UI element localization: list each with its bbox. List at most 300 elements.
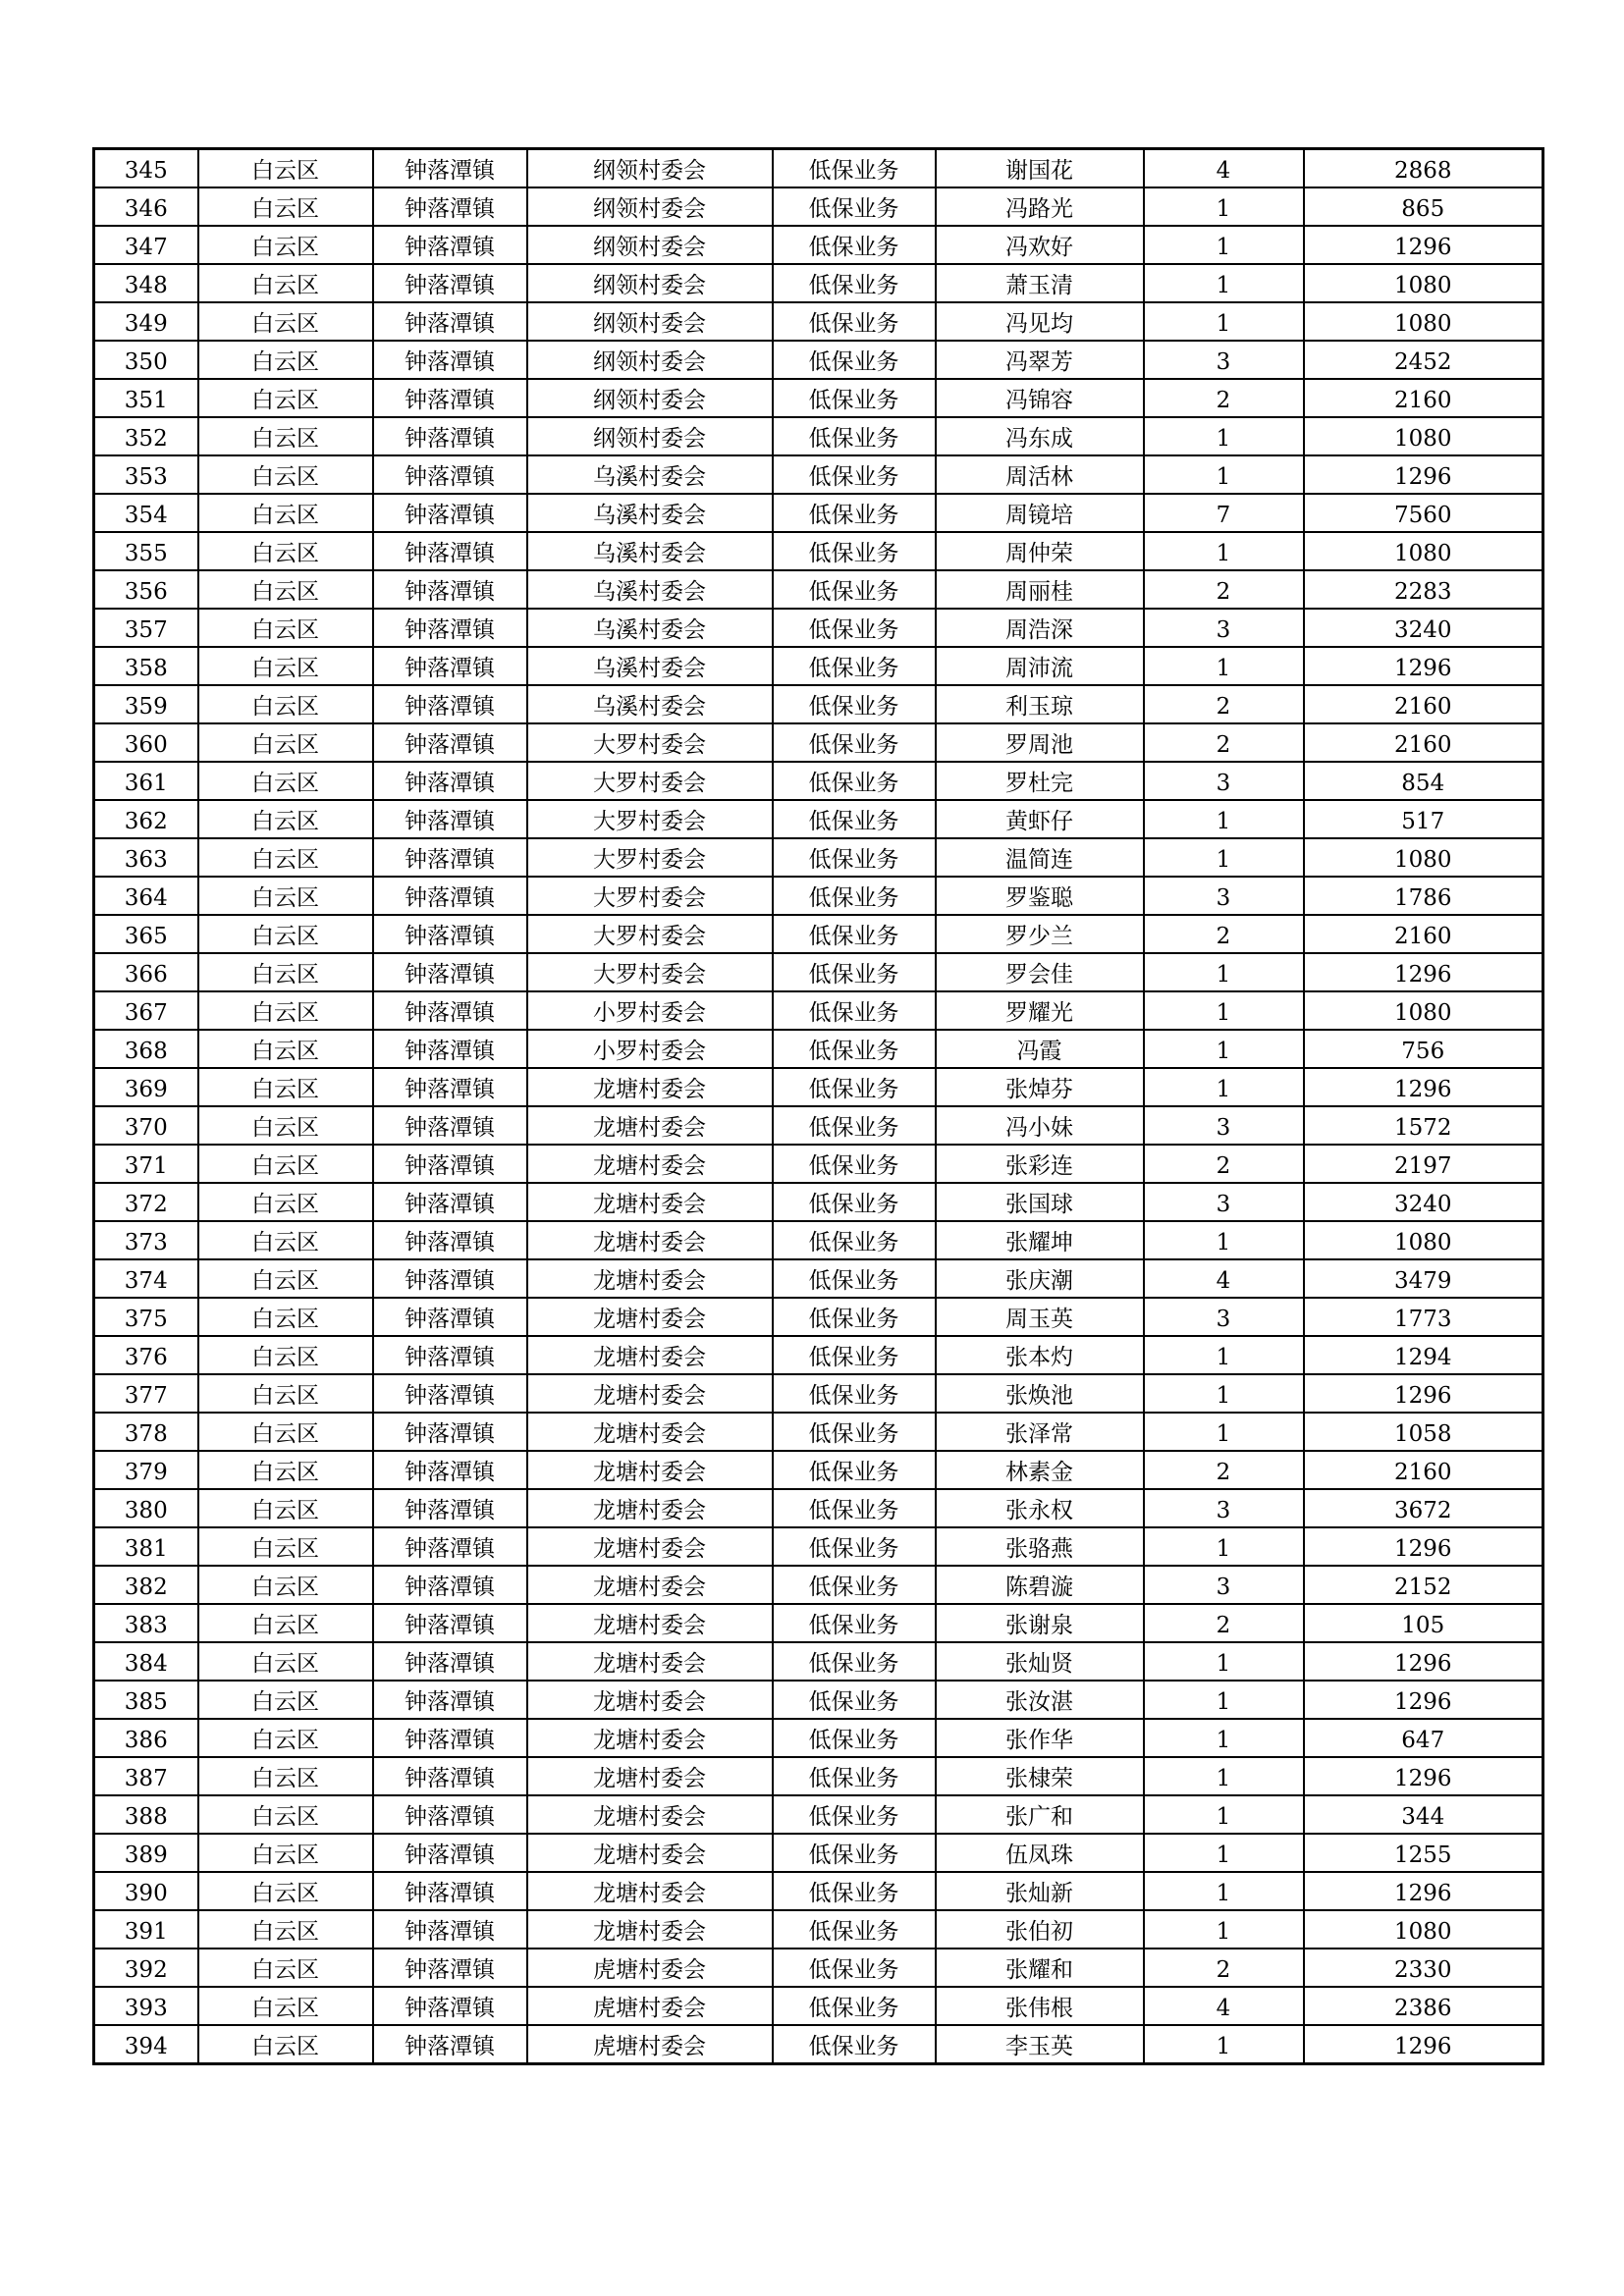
village-committee-cell: 龙塘村委会	[527, 1681, 773, 1719]
village-committee-cell: 龙塘村委会	[527, 1872, 773, 1910]
district-cell: 白云区	[198, 1413, 373, 1451]
village-committee-cell: 大罗村委会	[527, 762, 773, 800]
business-type-cell: 低保业务	[773, 1949, 936, 1987]
table-row	[94, 1566, 1543, 1604]
household-size-cell: 2	[1144, 570, 1304, 609]
amount-cell: 517	[1304, 800, 1543, 838]
amount-cell: 865	[1304, 187, 1543, 226]
district-cell: 白云区	[198, 609, 373, 647]
name-cell: 罗会佳	[936, 953, 1144, 991]
amount-cell: 1296	[1304, 455, 1543, 494]
name-cell: 周丽桂	[936, 570, 1144, 609]
household-size-cell: 1	[1144, 1221, 1304, 1259]
table-row	[94, 532, 1543, 570]
name-cell: 周活林	[936, 455, 1144, 494]
household-size-cell: 2	[1144, 1145, 1304, 1183]
amount-cell: 2386	[1304, 1987, 1543, 2025]
table-row	[94, 1374, 1543, 1413]
town-cell: 钟落潭镇	[373, 1604, 527, 1642]
district-cell: 白云区	[198, 1910, 373, 1949]
row-index-cell: 382	[94, 1566, 198, 1604]
amount-cell: 1080	[1304, 417, 1543, 455]
amount-cell: 1080	[1304, 264, 1543, 302]
name-cell: 林素金	[936, 1451, 1144, 1489]
row-index-cell: 357	[94, 609, 198, 647]
name-cell: 黄虾仔	[936, 800, 1144, 838]
table-row	[94, 915, 1543, 953]
row-index-cell: 373	[94, 1221, 198, 1259]
name-cell: 周玉英	[936, 1298, 1144, 1336]
name-cell: 张泽常	[936, 1413, 1144, 1451]
amount-cell: 1294	[1304, 1336, 1543, 1374]
district-cell: 白云区	[198, 532, 373, 570]
name-cell: 张耀和	[936, 1949, 1144, 1987]
table-row	[94, 494, 1543, 532]
household-size-cell: 4	[1144, 1987, 1304, 2025]
household-size-cell: 3	[1144, 877, 1304, 915]
row-index-cell: 380	[94, 1489, 198, 1527]
village-committee-cell: 龙塘村委会	[527, 1642, 773, 1681]
table-row	[94, 1489, 1543, 1527]
table-row	[94, 1834, 1543, 1872]
row-index-cell: 384	[94, 1642, 198, 1681]
name-cell: 罗少兰	[936, 915, 1144, 953]
district-cell: 白云区	[198, 915, 373, 953]
district-cell: 白云区	[198, 991, 373, 1030]
name-cell: 张灿新	[936, 1872, 1144, 1910]
town-cell: 钟落潭镇	[373, 379, 527, 417]
row-index-cell: 345	[94, 149, 198, 188]
row-index-cell: 364	[94, 877, 198, 915]
name-cell: 冯欢好	[936, 226, 1144, 264]
amount-cell: 1058	[1304, 1413, 1543, 1451]
district-cell: 白云区	[198, 2025, 373, 2064]
row-index-cell: 350	[94, 341, 198, 379]
amount-cell: 2452	[1304, 341, 1543, 379]
table-row	[94, 1413, 1543, 1451]
household-size-cell: 3	[1144, 1489, 1304, 1527]
table-row	[94, 1719, 1543, 1757]
data-table	[92, 147, 1544, 2065]
row-index-cell: 361	[94, 762, 198, 800]
household-size-cell: 3	[1144, 609, 1304, 647]
table-row	[94, 1872, 1543, 1910]
table-row	[94, 1451, 1543, 1489]
household-size-cell: 1	[1144, 991, 1304, 1030]
amount-cell: 105	[1304, 1604, 1543, 1642]
business-type-cell: 低保业务	[773, 570, 936, 609]
row-index-cell: 359	[94, 685, 198, 723]
district-cell: 白云区	[198, 302, 373, 341]
village-committee-cell: 龙塘村委会	[527, 1910, 773, 1949]
row-index-cell: 388	[94, 1795, 198, 1834]
town-cell: 钟落潭镇	[373, 1642, 527, 1681]
row-index-cell: 391	[94, 1910, 198, 1949]
name-cell: 张汝湛	[936, 1681, 1144, 1719]
amount-cell: 2152	[1304, 1566, 1543, 1604]
household-size-cell: 2	[1144, 1604, 1304, 1642]
row-index-cell: 348	[94, 264, 198, 302]
business-type-cell: 低保业务	[773, 1795, 936, 1834]
table-row	[94, 1298, 1543, 1336]
amount-cell: 1080	[1304, 302, 1543, 341]
town-cell: 钟落潭镇	[373, 1949, 527, 1987]
row-index-cell: 362	[94, 800, 198, 838]
village-committee-cell: 大罗村委会	[527, 723, 773, 762]
table-row	[94, 1795, 1543, 1834]
household-size-cell: 1	[1144, 647, 1304, 685]
town-cell: 钟落潭镇	[373, 1374, 527, 1413]
district-cell: 白云区	[198, 1566, 373, 1604]
household-size-cell: 1	[1144, 302, 1304, 341]
row-index-cell: 386	[94, 1719, 198, 1757]
village-committee-cell: 纲领村委会	[527, 149, 773, 188]
row-index-cell: 393	[94, 1987, 198, 2025]
town-cell: 钟落潭镇	[373, 762, 527, 800]
business-type-cell: 低保业务	[773, 1298, 936, 1336]
name-cell: 陈碧漩	[936, 1566, 1144, 1604]
village-committee-cell: 纲领村委会	[527, 341, 773, 379]
village-committee-cell: 龙塘村委会	[527, 1106, 773, 1145]
household-size-cell: 1	[1144, 264, 1304, 302]
name-cell: 冯路光	[936, 187, 1144, 226]
name-cell: 张庆潮	[936, 1259, 1144, 1298]
household-size-cell: 1	[1144, 1030, 1304, 1068]
district-cell: 白云区	[198, 264, 373, 302]
household-size-cell: 1	[1144, 1336, 1304, 1374]
district-cell: 白云区	[198, 1489, 373, 1527]
household-size-cell: 4	[1144, 1259, 1304, 1298]
town-cell: 钟落潭镇	[373, 1298, 527, 1336]
business-type-cell: 低保业务	[773, 1259, 936, 1298]
table-row	[94, 877, 1543, 915]
business-type-cell: 低保业务	[773, 494, 936, 532]
amount-cell: 1296	[1304, 1374, 1543, 1413]
district-cell: 白云区	[198, 187, 373, 226]
district-cell: 白云区	[198, 1106, 373, 1145]
town-cell: 钟落潭镇	[373, 953, 527, 991]
town-cell: 钟落潭镇	[373, 264, 527, 302]
business-type-cell: 低保业务	[773, 838, 936, 877]
town-cell: 钟落潭镇	[373, 570, 527, 609]
table-row	[94, 1910, 1543, 1949]
name-cell: 张本灼	[936, 1336, 1144, 1374]
amount-cell: 2197	[1304, 1145, 1543, 1183]
district-cell: 白云区	[198, 570, 373, 609]
table-row	[94, 455, 1543, 494]
business-type-cell: 低保业务	[773, 1987, 936, 2025]
town-cell: 钟落潭镇	[373, 685, 527, 723]
row-index-cell: 347	[94, 226, 198, 264]
household-size-cell: 1	[1144, 1527, 1304, 1566]
household-size-cell: 4	[1144, 149, 1304, 188]
name-cell: 罗周池	[936, 723, 1144, 762]
table-row	[94, 1949, 1543, 1987]
business-type-cell: 低保业务	[773, 187, 936, 226]
town-cell: 钟落潭镇	[373, 1834, 527, 1872]
village-committee-cell: 龙塘村委会	[527, 1298, 773, 1336]
village-committee-cell: 纲领村委会	[527, 379, 773, 417]
village-committee-cell: 龙塘村委会	[527, 1795, 773, 1834]
business-type-cell: 低保业务	[773, 1757, 936, 1795]
household-size-cell: 2	[1144, 915, 1304, 953]
village-committee-cell: 纲领村委会	[527, 264, 773, 302]
business-type-cell: 低保业务	[773, 264, 936, 302]
business-type-cell: 低保业务	[773, 1451, 936, 1489]
household-size-cell: 1	[1144, 1374, 1304, 1413]
table-body	[94, 149, 1543, 2064]
row-index-cell: 378	[94, 1413, 198, 1451]
name-cell: 张永权	[936, 1489, 1144, 1527]
name-cell: 张灿贤	[936, 1642, 1144, 1681]
household-size-cell: 1	[1144, 1757, 1304, 1795]
household-size-cell: 1	[1144, 1872, 1304, 1910]
town-cell: 钟落潭镇	[373, 1872, 527, 1910]
village-committee-cell: 乌溪村委会	[527, 570, 773, 609]
village-committee-cell: 虎塘村委会	[527, 2025, 773, 2064]
name-cell: 罗杜完	[936, 762, 1144, 800]
village-committee-cell: 龙塘村委会	[527, 1451, 773, 1489]
table-row	[94, 1336, 1543, 1374]
district-cell: 白云区	[198, 762, 373, 800]
row-index-cell: 367	[94, 991, 198, 1030]
village-committee-cell: 小罗村委会	[527, 1030, 773, 1068]
business-type-cell: 低保业务	[773, 1527, 936, 1566]
village-committee-cell: 乌溪村委会	[527, 685, 773, 723]
business-type-cell: 低保业务	[773, 1030, 936, 1068]
household-size-cell: 1	[1144, 455, 1304, 494]
district-cell: 白云区	[198, 1259, 373, 1298]
business-type-cell: 低保业务	[773, 1183, 936, 1221]
row-index-cell: 377	[94, 1374, 198, 1413]
amount-cell: 2160	[1304, 379, 1543, 417]
row-index-cell: 349	[94, 302, 198, 341]
town-cell: 钟落潭镇	[373, 2025, 527, 2064]
amount-cell: 647	[1304, 1719, 1543, 1757]
household-size-cell: 1	[1144, 800, 1304, 838]
business-type-cell: 低保业务	[773, 341, 936, 379]
town-cell: 钟落潭镇	[373, 417, 527, 455]
row-index-cell: 370	[94, 1106, 198, 1145]
amount-cell: 3672	[1304, 1489, 1543, 1527]
business-type-cell: 低保业务	[773, 1681, 936, 1719]
district-cell: 白云区	[198, 800, 373, 838]
household-size-cell: 3	[1144, 1298, 1304, 1336]
household-size-cell: 2	[1144, 379, 1304, 417]
district-cell: 白云区	[198, 1949, 373, 1987]
household-size-cell: 3	[1144, 1183, 1304, 1221]
village-committee-cell: 纲领村委会	[527, 187, 773, 226]
table-row	[94, 1681, 1543, 1719]
town-cell: 钟落潭镇	[373, 991, 527, 1030]
business-type-cell: 低保业务	[773, 379, 936, 417]
row-index-cell: 369	[94, 1068, 198, 1106]
district-cell: 白云区	[198, 1681, 373, 1719]
row-index-cell: 392	[94, 1949, 198, 1987]
business-type-cell: 低保业务	[773, 1068, 936, 1106]
business-type-cell: 低保业务	[773, 1489, 936, 1527]
table-row	[94, 302, 1543, 341]
village-committee-cell: 纲领村委会	[527, 226, 773, 264]
amount-cell: 3240	[1304, 1183, 1543, 1221]
district-cell: 白云区	[198, 723, 373, 762]
row-index-cell: 376	[94, 1336, 198, 1374]
household-size-cell: 1	[1144, 1795, 1304, 1834]
table-row	[94, 149, 1543, 188]
table-row	[94, 647, 1543, 685]
row-index-cell: 389	[94, 1834, 198, 1872]
village-committee-cell: 龙塘村委会	[527, 1259, 773, 1298]
household-size-cell: 1	[1144, 417, 1304, 455]
district-cell: 白云区	[198, 685, 373, 723]
name-cell: 冯锦容	[936, 379, 1144, 417]
village-committee-cell: 龙塘村委会	[527, 1719, 773, 1757]
business-type-cell: 低保业务	[773, 1413, 936, 1451]
town-cell: 钟落潭镇	[373, 1566, 527, 1604]
business-type-cell: 低保业务	[773, 1910, 936, 1949]
table-row	[94, 953, 1543, 991]
name-cell: 张耀坤	[936, 1221, 1144, 1259]
table-row	[94, 226, 1543, 264]
name-cell: 冯小妹	[936, 1106, 1144, 1145]
table-row	[94, 1030, 1543, 1068]
name-cell: 温简连	[936, 838, 1144, 877]
business-type-cell: 低保业务	[773, 991, 936, 1030]
amount-cell: 1296	[1304, 1068, 1543, 1106]
household-size-cell: 1	[1144, 1834, 1304, 1872]
amount-cell: 1773	[1304, 1298, 1543, 1336]
amount-cell: 1296	[1304, 226, 1543, 264]
town-cell: 钟落潭镇	[373, 1910, 527, 1949]
row-index-cell: 352	[94, 417, 198, 455]
row-index-cell: 351	[94, 379, 198, 417]
table-row	[94, 762, 1543, 800]
table-row	[94, 417, 1543, 455]
town-cell: 钟落潭镇	[373, 1757, 527, 1795]
village-committee-cell: 龙塘村委会	[527, 1221, 773, 1259]
district-cell: 白云区	[198, 226, 373, 264]
row-index-cell: 366	[94, 953, 198, 991]
business-type-cell: 低保业务	[773, 226, 936, 264]
district-cell: 白云区	[198, 417, 373, 455]
household-size-cell: 1	[1144, 2025, 1304, 2064]
business-type-cell: 低保业务	[773, 1719, 936, 1757]
business-type-cell: 低保业务	[773, 953, 936, 991]
name-cell: 利玉琼	[936, 685, 1144, 723]
business-type-cell: 低保业务	[773, 762, 936, 800]
business-type-cell: 低保业务	[773, 417, 936, 455]
town-cell: 钟落潭镇	[373, 532, 527, 570]
town-cell: 钟落潭镇	[373, 1336, 527, 1374]
district-cell: 白云区	[198, 1030, 373, 1068]
amount-cell: 2160	[1304, 685, 1543, 723]
household-size-cell: 1	[1144, 1719, 1304, 1757]
district-cell: 白云区	[198, 953, 373, 991]
town-cell: 钟落潭镇	[373, 1030, 527, 1068]
amount-cell: 1296	[1304, 647, 1543, 685]
town-cell: 钟落潭镇	[373, 302, 527, 341]
table-row	[94, 1642, 1543, 1681]
row-index-cell: 358	[94, 647, 198, 685]
town-cell: 钟落潭镇	[373, 1987, 527, 2025]
row-index-cell: 390	[94, 1872, 198, 1910]
district-cell: 白云区	[198, 1336, 373, 1374]
village-committee-cell: 小罗村委会	[527, 991, 773, 1030]
name-cell: 冯翠芳	[936, 341, 1144, 379]
row-index-cell: 368	[94, 1030, 198, 1068]
household-size-cell: 1	[1144, 532, 1304, 570]
household-size-cell: 2	[1144, 1949, 1304, 1987]
household-size-cell: 1	[1144, 1642, 1304, 1681]
business-type-cell: 低保业务	[773, 647, 936, 685]
table-row	[94, 1145, 1543, 1183]
town-cell: 钟落潭镇	[373, 1489, 527, 1527]
district-cell: 白云区	[198, 1298, 373, 1336]
row-index-cell: 387	[94, 1757, 198, 1795]
village-committee-cell: 虎塘村委会	[527, 1949, 773, 1987]
village-committee-cell: 龙塘村委会	[527, 1527, 773, 1566]
amount-cell: 2160	[1304, 1451, 1543, 1489]
town-cell: 钟落潭镇	[373, 494, 527, 532]
row-index-cell: 356	[94, 570, 198, 609]
household-size-cell: 1	[1144, 187, 1304, 226]
household-size-cell: 1	[1144, 226, 1304, 264]
table-row	[94, 1068, 1543, 1106]
village-committee-cell: 乌溪村委会	[527, 494, 773, 532]
amount-cell: 7560	[1304, 494, 1543, 532]
business-type-cell: 低保业务	[773, 1221, 936, 1259]
business-type-cell: 低保业务	[773, 1872, 936, 1910]
village-committee-cell: 龙塘村委会	[527, 1145, 773, 1183]
row-index-cell: 381	[94, 1527, 198, 1566]
amount-cell: 1296	[1304, 1527, 1543, 1566]
district-cell: 白云区	[198, 1604, 373, 1642]
district-cell: 白云区	[198, 1987, 373, 2025]
town-cell: 钟落潭镇	[373, 1719, 527, 1757]
table-row	[94, 1106, 1543, 1145]
town-cell: 钟落潭镇	[373, 455, 527, 494]
village-committee-cell: 龙塘村委会	[527, 1336, 773, 1374]
district-cell: 白云区	[198, 647, 373, 685]
business-type-cell: 低保业务	[773, 723, 936, 762]
row-index-cell: 385	[94, 1681, 198, 1719]
row-index-cell: 375	[94, 1298, 198, 1336]
amount-cell: 2160	[1304, 915, 1543, 953]
district-cell: 白云区	[198, 1719, 373, 1757]
amount-cell: 1296	[1304, 1681, 1543, 1719]
district-cell: 白云区	[198, 1527, 373, 1566]
table-row	[94, 1604, 1543, 1642]
table-row	[94, 800, 1543, 838]
village-committee-cell: 龙塘村委会	[527, 1413, 773, 1451]
amount-cell: 1296	[1304, 1757, 1543, 1795]
name-cell: 萧玉清	[936, 264, 1144, 302]
household-size-cell: 2	[1144, 723, 1304, 762]
table-row	[94, 1221, 1543, 1259]
table-row	[94, 609, 1543, 647]
name-cell: 张棣荣	[936, 1757, 1144, 1795]
table-row	[94, 187, 1543, 226]
household-size-cell: 1	[1144, 1681, 1304, 1719]
table-row	[94, 1757, 1543, 1795]
amount-cell: 2868	[1304, 149, 1543, 188]
village-committee-cell: 大罗村委会	[527, 838, 773, 877]
amount-cell: 2330	[1304, 1949, 1543, 1987]
district-cell: 白云区	[198, 455, 373, 494]
household-size-cell: 7	[1144, 494, 1304, 532]
row-index-cell: 383	[94, 1604, 198, 1642]
business-type-cell: 低保业务	[773, 685, 936, 723]
